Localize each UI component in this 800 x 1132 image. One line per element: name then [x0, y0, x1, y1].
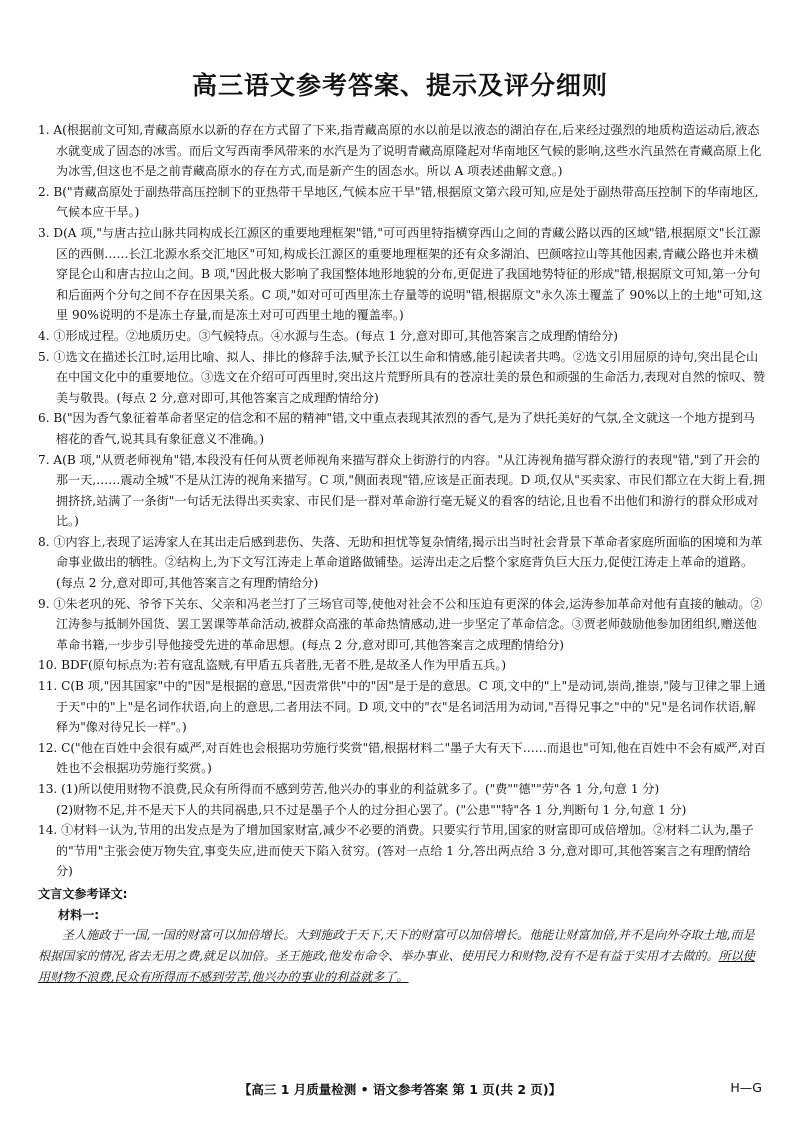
material-one-title: 材料一: — [58, 907, 100, 922]
footer-page-info: 【高三 1 月质量检测 • 语文参考答案 第 1 页(共 2 页)】 — [238, 1082, 562, 1097]
material-one-underlined: 所以使用财物不浪费,民众有所得而不感到劳苦,他兴办的事业的利益就多了。 — [38, 949, 755, 985]
footer-code: H—G — [730, 1080, 762, 1095]
answer-item-6: 6. B("因为香气象征着革命者坚定的信念和不屈的精神"错,文中重点表现其浓烈的香气,是为了烘托美好的气氛,全文就这一个地方提到马榕花的香气,说其具有象征意义不准确。) — [38, 411, 755, 446]
answer-item-1: 1. A(根据前文可知,青藏高原水以新的存在方式留了下来,指青藏高原的水以前是以液态的湖泊存在,后来经过强烈的地质构造运动后,液态水就变成了固态的冰雪。而后文写西南季风带来的水汽是为了说明青藏高原隆起对华南地区气候的影响,这些水汽虽然在青藏高原上化为冰雪,但这也不是之前青藏高原水的存在方式,而是新产生的固态水。所以 A 项表述曲解文意。) — [38, 123, 762, 179]
answer-item-11: 11. C(B 项,"因其国家"中的"因"是根据的意思,"因责常供"中的"因"是于是的意思。C 项,文中的"上"是动词,崇尚,推崇,"陵与卫律之罪上通于天"中的"上"是名词作状语,向上的意思,二者用法不同。D 项,文中的"衣"是名词活用为动词,"吾得兄事之"中的"兄"是名词作状语,解释为"像对待兄长一样"。) — [38, 679, 766, 735]
answer-item-14: 14. ①材料一认为,节用的出发点是为了增加国家财富,减少不必要的消费。只要实行节用,国家的财富即可成倍增加。②材料二认为,墨子的"节用"主张会使万物失宜,事变失应,进而使天下陷入贫穷。(答对一点给 1 分,答出两点给 3 分,意对即可,其他答案言之有理酌情给分) — [38, 823, 754, 879]
answer-item-13-2: (2)财物不足,并不是天下人的共同祸患,只不过是墨子个人的过分担心罢了。("公患""特"各 1 分,判断句 1 分,句意 1 分) — [56, 802, 687, 817]
answer-item-8: 8. ①内容上,表现了运涛家人在其出走后感到悲伤、失落、无助和担忧等复杂情绪,揭示出当时社会背景下革命者家庭所面临的困境和为革命事业做出的牺牲。②结构上,为下文写江涛走上革命道路做铺垫。运涛出走之后整个家庭背负巨大压力,促使江涛走上革命的道路。(每点 2 分,意对即可,其他答案言之有理酌情给分) — [38, 534, 763, 591]
answer-item-9: 9. ①朱老巩的死、爷爷下关东、父亲和冯老兰打了三场官司等,使他对社会不公和压迫有更深的体会,运涛参加革命对他有直接的触动。②江涛参与抵制外国货、罢工罢课等革命活动,被群众高涨的革命热情感动,进一步坚定了革命信念。③贾老师鼓励他参加团组织,赠送他革命书籍,一步步引导他接受先进的革命思想。(每点 2 分,意对即可,其他答案言之成理酌情给分) — [38, 596, 763, 652]
answer-item-12: 12. C("他在百姓中会很有威严,对百姓也会根据功劳施行奖赏"错,根据材料二"墨子大有天下……而退也"可知,他在百姓中不会有威严,对百姓也不会根据功劳施行奖赏。) — [38, 740, 766, 776]
answer-item-7: 7. A(B 项,"从贾老师视角"错,本段没有任何从贾老师视角来描写群众上街游行的内容。"从江涛视角描写群众游行的表现"错,"到了开会的那一天,……震动全城"不是从江涛的视角来描写。C 项,"侧面表现"错,应该是正面表现。D 项,仅从"买卖家、市民们都立在大街上看,拥拥挤挤,站满了一条街"一句话无法得出买卖家、市民们是一群对革命游行毫无疑义的看客的结论,且也看不出他们和游行的群众形成对比。) — [38, 452, 766, 529]
material-one-body: 圣人施政于一国,一国的财富可以加倍增长。大到施政于天下,天下的财富可以加倍增长。他能让财富加倍,并不是向外夺取土地,而是根据国家的情况,省去无用之费,就足以加倍。圣王施政,他发布命令、举办事业、使用民力和财物,没有不是有益于实用才去做的。 — [38, 928, 755, 964]
answer-item-10: 10. BDF(原句标点为:若有寇乱盗贼,有甲盾五兵者胜,无者不胜,是故圣人作为甲盾五兵。) — [38, 658, 507, 673]
answer-item-13-1: 13. (1)所以使用财物不浪费,民众有所得而不感到劳苦,他兴办的事业的利益就多了。("费""德""劳"各 1 分,句意 1 分) — [38, 782, 660, 796]
answer-item-4: 4. ①形成过程。②地质历史。③气候特点。④水源与生态。(每点 1 分,意对即可,其他答案言之成理酌情给分) — [38, 328, 619, 343]
answer-item-2: 2. B("青藏高原处于副热带高压控制下的亚热带干旱地区,气候本应干旱"错,根据原文第六段可知,应是处于副热带高压控制下的华南地区,气候本应干旱。) — [38, 184, 759, 220]
answer-item-3: 3. D(A 项,"与唐古拉山脉共同构成长江源区的重要地理框架"错,"可可西里特指横穿西山之间的青藏公路以西的区域"错,根据原文"长江源区的西侧……长江北源水系交汇地区"可知,构成长江源区的重要地理框架的还有众多湖泊、巴颜喀拉山等其他因素,青藏公路也并未横穿昆仑山和唐古拉山之间。B 项,"因此极大影响了我国整体地形地貌的分布,更促进了我国地势特征的形成"错,根据原文可知,第一分句和后面两个分句之间不存在因果关系。C 项,"如对可可西里冻土存量等的说明"错,根据原文"永久冻土覆盖了 90%以上的土地"可知,这里 90%说明的不是冻土存量,而是冻土对可可西里土地的覆盖率。) — [38, 225, 763, 323]
translation-heading: 文言文参考译文: — [38, 886, 128, 901]
answer-list — [38, 120, 766, 988]
material-one-text — [38, 925, 766, 988]
answer-item-5: 5. ①选文在描述长江时,运用比喻、拟人、排比的修辞手法,赋予长江以生命和情感,能引起读者共鸣。②选文引用屈原的诗句,突出昆仑山在中国文化中的重要地位。③选文在介绍可可西里时,突出这片荒野所具有的苍凉壮美的景色和顽强的生命活力,表现对自然的惊叹、赞美与敬畏。(每点 2 分,意对即可,其他答案言之成理酌情给分) — [38, 349, 766, 405]
page-title: 高三语文参考答案、提示及评分细则 — [191, 71, 608, 100]
